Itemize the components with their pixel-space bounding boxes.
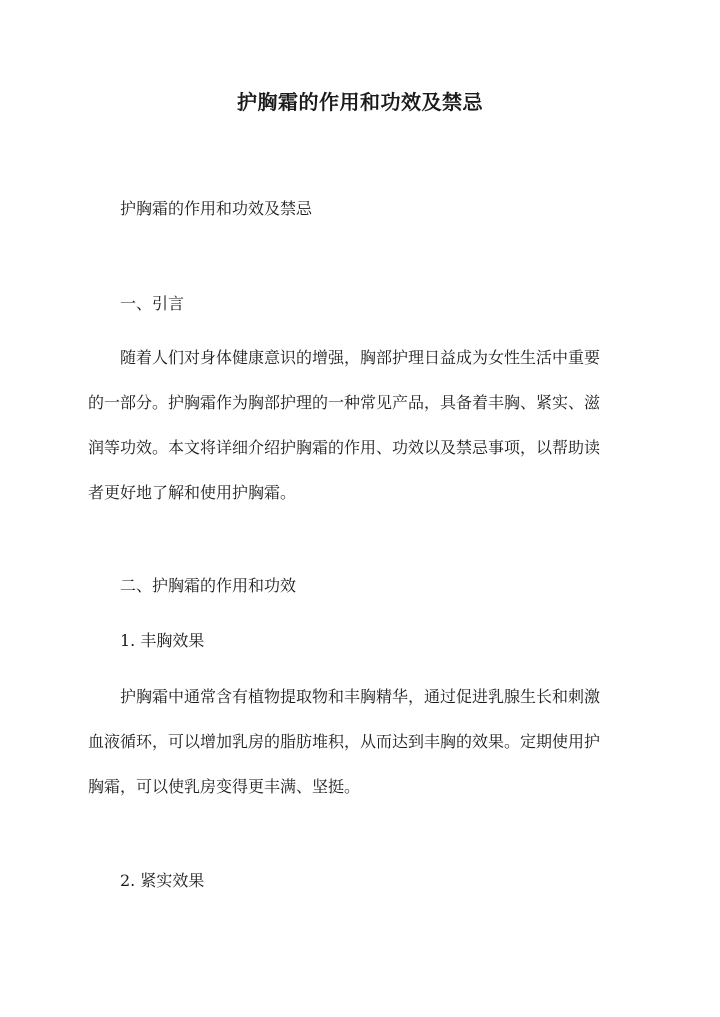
paragraph-line: 血液循环，可以增加乳房的脂肪堆积，从而达到丰胸的效果。定期使用护 (88, 732, 601, 751)
paragraph-line: 随着人们对身体健康意识的增强，胸部护理日益成为女性生活中重要 (120, 348, 601, 367)
document-title: 护胸霜的作用和功效及禁忌 (237, 90, 483, 114)
paragraph-line: 胸霜，可以使乳房变得更丰满、坚挺。 (88, 777, 361, 796)
paragraph-line: 者更好地了解和使用护胸霜。 (88, 483, 297, 502)
paragraph-line: 的一部分。护胸霜作为胸部护理的一种常见产品，具备着丰胸、紧实、滋 (88, 393, 601, 412)
document-subtitle: 护胸霜的作用和功效及禁忌 (120, 199, 313, 218)
paragraph-line: 润等功效。本文将详细介绍护胸霜的作用、功效以及禁忌事项，以帮助读 (88, 438, 601, 457)
section-heading-effects: 二、护胸霜的作用和功效 (120, 576, 297, 595)
section-heading-intro: 一、引言 (120, 294, 185, 313)
subsection-heading-breast-enhancement: 1. 丰胸效果 (120, 631, 205, 650)
subsection-heading-firming: 2. 紧实效果 (120, 871, 205, 890)
paragraph-line: 护胸霜中通常含有植物提取物和丰胸精华，通过促进乳腺生长和刺激 (120, 687, 601, 706)
